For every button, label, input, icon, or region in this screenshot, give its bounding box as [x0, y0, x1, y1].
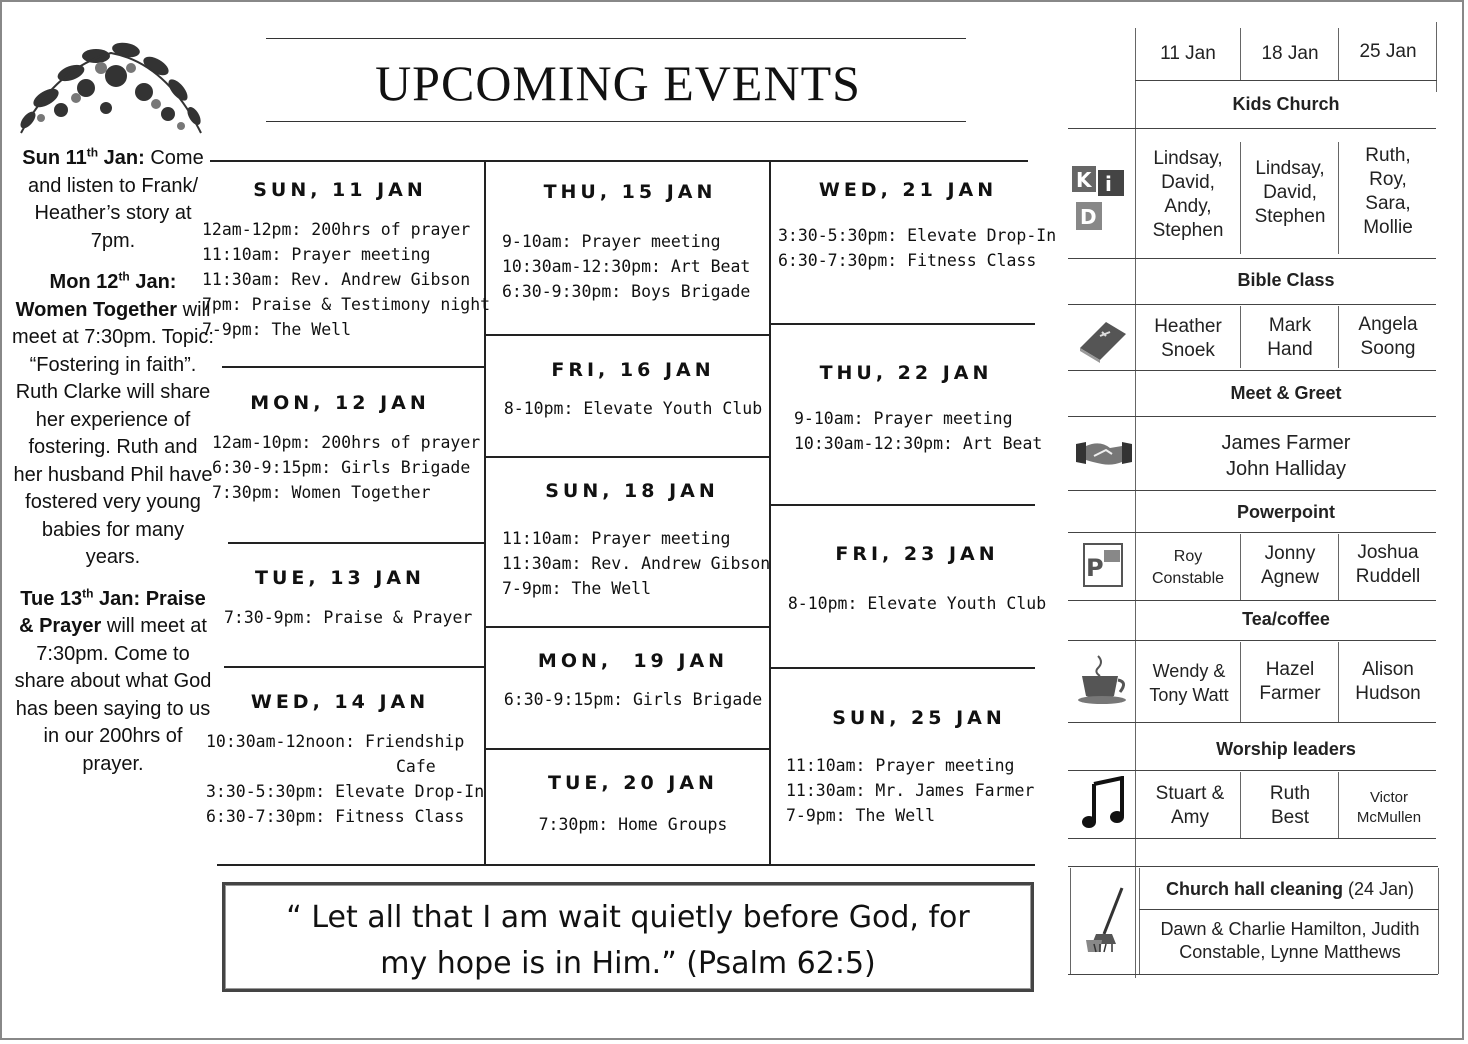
quote-line: my hope is in Him.” (Psalm 62:5)	[380, 946, 876, 981]
powerpoint-icon	[1080, 542, 1128, 590]
rota-section-title: Tea/coffee	[1242, 609, 1330, 629]
svg-text:D: D	[1080, 205, 1097, 229]
rota-grid-line	[1068, 974, 1438, 975]
rota-grid-line	[1068, 722, 1436, 723]
rota-grid-line	[1338, 534, 1339, 600]
event-line: 6:30-9:15pm: Girls Brigade	[212, 458, 471, 477]
rota-names: Roy Constable	[1151, 548, 1225, 587]
event-line: 12am-10pm: 200hrs of prayer	[212, 433, 481, 452]
event-day-heading: MON, 12 JAN	[250, 392, 430, 414]
rota-grid-line	[1139, 868, 1140, 974]
event-line: 8-10pm: Elevate Youth Club	[503, 399, 763, 418]
event-day-heading: SUN, 11 JAN	[253, 179, 427, 201]
rota-grid-line	[1070, 868, 1071, 974]
rota-section-title: Kids Church	[1232, 94, 1340, 114]
rota-grid-line	[1338, 306, 1339, 368]
rota-grid-line	[1338, 772, 1339, 838]
page-title: UPCOMING EVENTS	[375, 55, 861, 111]
event-line: 7pm: Praise & Testimony night	[202, 295, 491, 314]
event-line: 7-9pm: The Well	[502, 579, 652, 598]
rota-names: Ruth Best	[1269, 783, 1311, 828]
event-line: 7-9pm: The Well	[202, 320, 352, 339]
rota-grid-line	[1135, 28, 1136, 978]
event-line: 6:30-9:30pm: Boys Brigade	[502, 282, 751, 301]
event-line: 12am-12pm: 200hrs of prayer	[202, 220, 471, 239]
announcement-sun11: Sun 11th Jan: Come and listen to Frank/ Heather’s story at 7pm.	[22, 145, 204, 252]
event-day-heading: THU, 15 JAN	[543, 181, 717, 203]
event-day-heading: WED, 14 JAN	[250, 691, 430, 713]
rota-grid-line	[1240, 534, 1241, 600]
rota-names: James Farmer John Halliday	[1221, 432, 1351, 480]
rota-names: Lindsay, David, Andy, Stephen	[1152, 148, 1224, 241]
event-day-heading: TUE, 13 JAN	[255, 567, 425, 589]
event-line: 11:10am: Prayer meeting	[202, 245, 431, 264]
rota-grid-line	[1068, 640, 1436, 641]
rota-grid-line	[1068, 532, 1436, 533]
rota-section-title: Powerpoint	[1237, 502, 1335, 522]
rota-names: Mark Hand	[1267, 315, 1313, 360]
rota-names: Lindsay, David, Stephen	[1254, 158, 1326, 227]
rota-names: Wendy & Tony Watt	[1149, 661, 1229, 705]
event-day-heading: TUE, 20 JAN	[548, 772, 718, 794]
event-line: 10:30am-12:30pm: Art Beat	[502, 257, 751, 276]
rota-grid-line	[1338, 142, 1339, 254]
rota-grid-line	[1068, 770, 1436, 771]
event-day-heading: FRI, 16 JAN	[551, 359, 715, 381]
event-day-heading: SUN, 25 JAN	[832, 707, 1006, 729]
rota-grid-line	[1068, 490, 1436, 491]
rota-date: 18 Jan	[1261, 43, 1319, 64]
rota-section-title: Worship leaders	[1216, 739, 1356, 759]
rota-grid-line	[1338, 642, 1339, 722]
svg-text:P: P	[1086, 554, 1104, 582]
rota-grid-line	[1240, 642, 1241, 722]
event-line: 6:30-7:30pm: Fitness Class	[206, 807, 465, 826]
rota-grid-line	[1068, 128, 1436, 129]
event-line: 3:30-5:30pm: Elevate Drop-In	[778, 226, 1057, 245]
rota-grid-line	[1240, 28, 1241, 80]
rota-grid-line	[1139, 909, 1439, 910]
event-line: Cafe	[396, 757, 436, 776]
event-line: 9-10am: Prayer meeting	[502, 232, 721, 251]
rota-grid-line	[1438, 868, 1439, 974]
rota-names: Angela Soong	[1358, 314, 1418, 359]
rota-grid-line	[1436, 22, 1437, 92]
event-day-heading: FRI, 23 JAN	[835, 543, 999, 565]
event-line: 7:30pm: Home Groups	[538, 815, 728, 834]
coffee-cup-icon	[1076, 654, 1130, 706]
event-line: 11:10am: Prayer meeting	[502, 529, 731, 548]
rota-grid-line	[1068, 370, 1436, 371]
rota-names: Victor McMullen	[1356, 789, 1422, 826]
mop-bucket-icon	[1082, 884, 1132, 954]
rota-grid-line	[1068, 838, 1436, 839]
handshake-icon	[1072, 434, 1136, 474]
event-line: 7:30pm: Women Together	[212, 483, 431, 502]
rota-grid-line	[1068, 600, 1436, 601]
bible-icon	[1076, 314, 1130, 364]
event-day-heading: MON, 19 JAN	[537, 650, 729, 672]
rota-section-title: Bible Class	[1237, 270, 1335, 290]
rota-grid-line	[1240, 772, 1241, 838]
announcement-tue13: Tue 13th Jan: Praise & Prayer will meet at 7:30pm. Come to share about what God has been saying to us in our 200hrs of prayer.	[14, 585, 212, 775]
event-line: 10:30am-12:30pm: Art Beat	[794, 434, 1043, 453]
rota-grid-line	[1068, 258, 1436, 259]
rota-names: Joshua Ruddell	[1355, 542, 1421, 587]
event-line: 11:30am: Rev. Andrew Gibson	[502, 554, 771, 573]
rota-table	[2, 2, 1466, 1042]
event-line: 11:10am: Prayer meeting	[786, 756, 1015, 775]
rota-section-title: Meet & Greet	[1230, 383, 1342, 403]
event-day-heading: SUN, 18 JAN	[545, 480, 719, 502]
rota-grid-line	[1068, 304, 1436, 305]
rota-date: 11 Jan	[1160, 43, 1216, 64]
rota-grid-line	[1240, 306, 1241, 368]
event-line: 11:30am: Mr. James Farmer	[786, 781, 1035, 800]
rota-date: 25 Jan	[1359, 41, 1417, 62]
rota-names: Alison Hudson	[1355, 659, 1421, 704]
rota-grid-line	[1338, 28, 1339, 80]
rota-grid-line	[1240, 142, 1241, 254]
rota-names: Stuart & Amy	[1155, 783, 1225, 828]
event-line: 6:30-9:15pm: Girls Brigade	[503, 690, 763, 709]
event-line: 11:30am: Rev. Andrew Gibson	[202, 270, 471, 289]
svg-text:i: i	[1105, 172, 1112, 196]
svg-text:K: K	[1076, 168, 1092, 192]
rota-grid-line	[1068, 416, 1436, 417]
event-line: 7:30-9pm: Praise & Prayer	[224, 608, 473, 627]
event-line: 3:30-5:30pm: Elevate Drop-In	[206, 782, 485, 801]
rota-names: Ruth, Roy, Sara, Mollie	[1363, 145, 1413, 238]
event-day-heading: THU, 22 JAN	[819, 362, 993, 384]
cleaning-title: Church hall cleaning (24 Jan)	[1165, 879, 1415, 899]
rota-names: Hazel Farmer	[1259, 659, 1321, 704]
event-line: 9-10am: Prayer meeting	[794, 409, 1013, 428]
event-line: 7-9pm: The Well	[786, 806, 936, 825]
rota-grid-line	[1068, 866, 1438, 867]
rota-names: Heather Snoek	[1154, 316, 1222, 361]
rota-grid-line	[1135, 80, 1437, 81]
event-line: 6:30-7:30pm: Fitness Class	[778, 251, 1037, 270]
quote-line: “ Let all that I am wait quietly before God, for	[286, 900, 970, 935]
rota-names: Jonny Agnew	[1260, 543, 1320, 588]
rota-names: Dawn & Charlie Hamilton, Judith Constable, Lynne Matthews	[1160, 919, 1420, 962]
event-line: 8-10pm: Elevate Youth Club	[787, 594, 1047, 613]
event-line: 10:30am-12noon: Friendship	[206, 732, 465, 751]
music-note-icon	[1082, 776, 1128, 832]
announcement-mon12: Mon 12th Jan: Women Together will meet at 7:30pm. Topic: “Fostering in faith”. Ruth Clarke will share her experience of fostering. Ruth and her husband Phil have fostered very young babies for many years.	[12, 269, 214, 568]
kid-logo-icon	[1070, 162, 1128, 238]
event-day-heading: WED, 21 JAN	[818, 179, 998, 201]
